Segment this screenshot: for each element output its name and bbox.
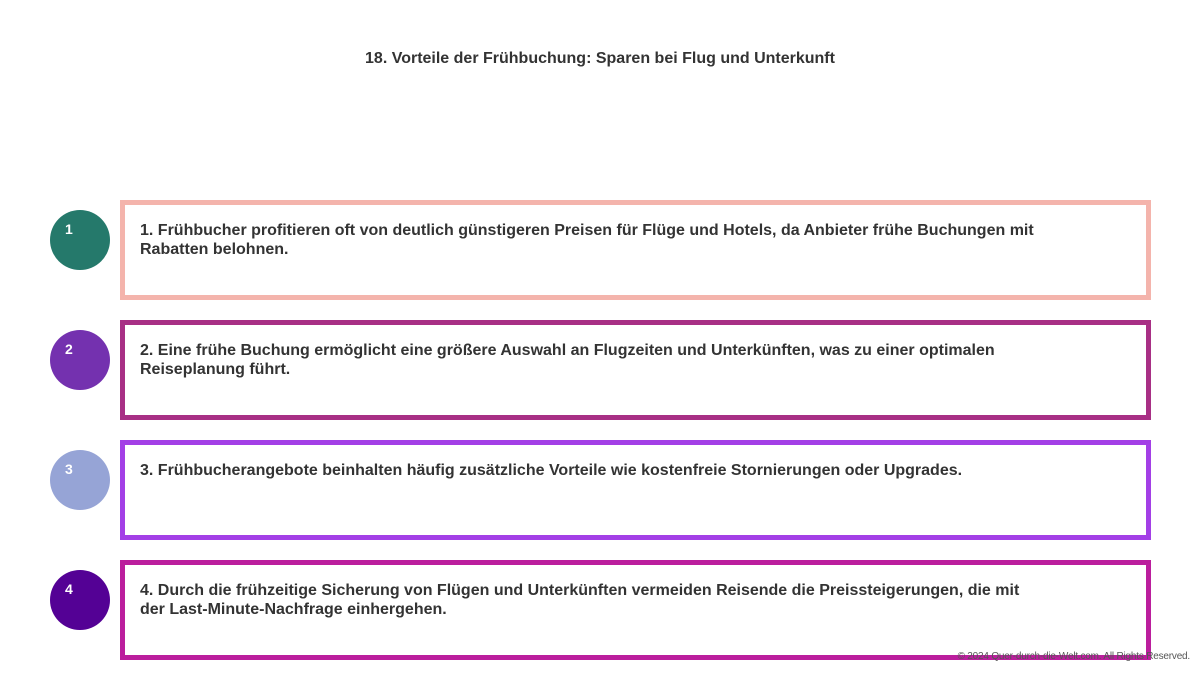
- number-badge: 3: [50, 450, 110, 510]
- item-text: 3. Frühbucherangebote beinhalten häufig zusätzliche Vorteile wie kostenfreie Stornierungen oder Upgrades.: [140, 462, 963, 479]
- list-item: [0, 320, 1200, 420]
- item-text: 2. Eine frühe Buchung ermöglicht eine größere Auswahl an Flugzeiten und Unterkünften, was zu einer optimalen Reiseplanung führt.: [140, 342, 995, 378]
- number-badge: 4: [50, 570, 110, 630]
- page-title: 18. Vorteile der Frühbuchung: Sparen bei Flug und Unterkunft: [365, 50, 835, 67]
- text-card: [120, 320, 1151, 420]
- text-card: [120, 200, 1151, 300]
- item-text: 1. Frühbucher profitieren oft von deutlich günstigeren Preisen für Flüge und Hotels, da Anbieter frühe Buchungen mit Rabatten belohnen.: [140, 222, 1034, 258]
- copyright-footer: © 2024 Quer-durch-die-Welt.com. All Rights Reserved.: [957, 651, 1190, 662]
- item-text: 4. Durch die frühzeitige Sicherung von Flügen und Unterkünften vermeiden Reisende die Preissteigerungen, die mit der Last-Minute-Nachfrage einhergehen.: [140, 582, 1020, 618]
- text-card: [120, 440, 1151, 540]
- number-badge: 1: [50, 210, 110, 270]
- list-item: [0, 200, 1200, 300]
- list-item: [0, 560, 1200, 660]
- list-item: [0, 440, 1200, 540]
- text-card: [120, 560, 1151, 660]
- number-badge: 2: [50, 330, 110, 390]
